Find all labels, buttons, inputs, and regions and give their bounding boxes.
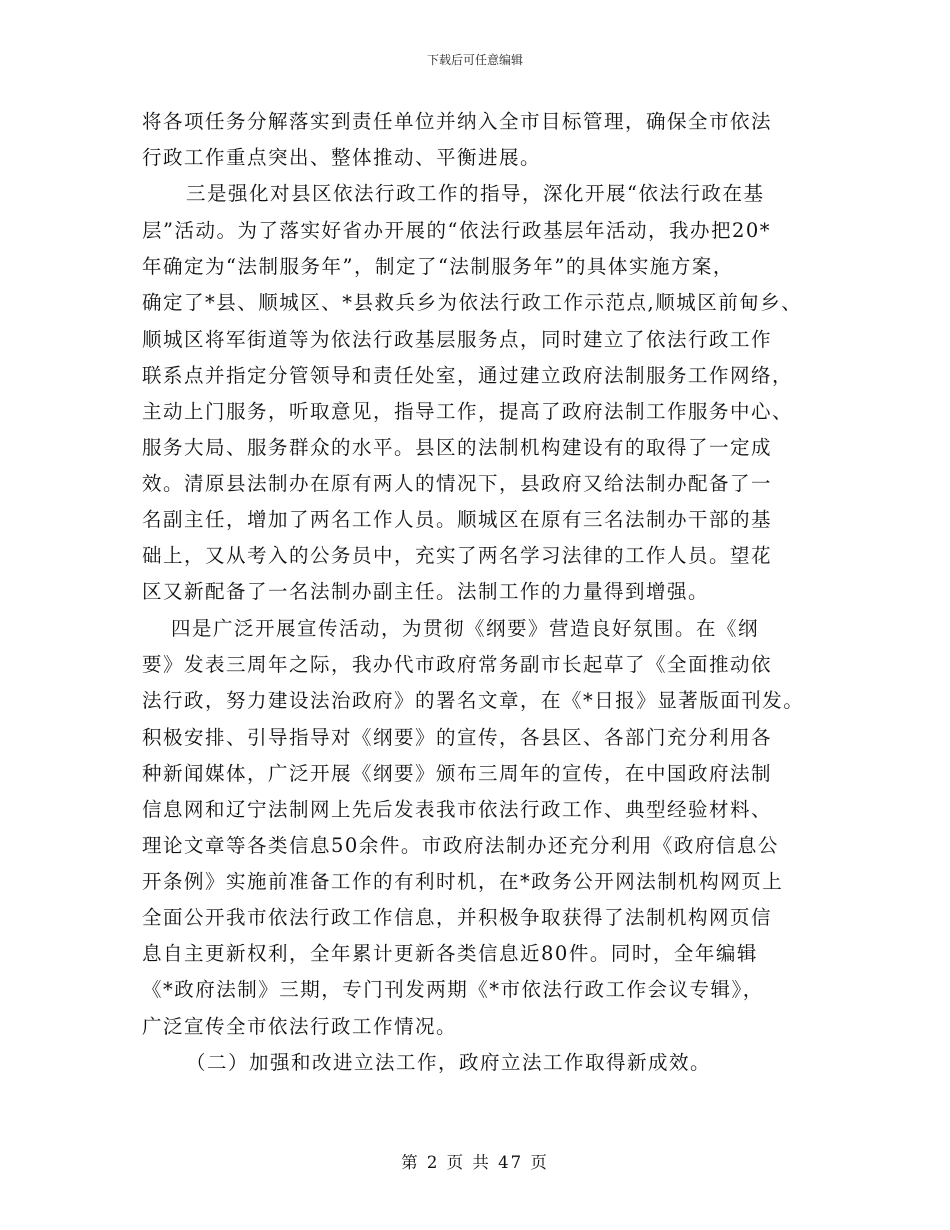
paragraph-start-line: 三是强化对县区依法行政工作的指导，深化开展“依法行政在基: [186, 182, 765, 205]
text-line: 《*政府法制》三期，专门刊发两期《*市依法行政工作会议专辑》，: [142, 978, 764, 1001]
text-line: 理论文章等各类信息50余件。市政府法制办还充分利用《政府信息公: [142, 834, 779, 857]
text-line: 顺城区将军街道等为依法行政基层服务点，同时建立了依法行政工作: [142, 328, 773, 351]
section-heading: （二）加强和改进立法工作，政府立法工作取得新成效。: [186, 1051, 712, 1074]
text-line: 信息网和辽宁法制网上先后发表我市依法行政工作、典型经验材料、: [142, 798, 773, 821]
text-line: 种新闻媒体，广泛开展《纲要》颁布三周年的宣传，在中国政府法制: [142, 762, 773, 785]
text-line: 础上，又从考入的公务员中，充实了两名学习法律的工作人员。望花: [142, 544, 773, 567]
text-line: 行政工作重点突出、整体推动、平衡进展。: [142, 146, 542, 169]
text-line: 区又新配备了一名法制办副主任。法制工作的力量得到增强。: [142, 580, 710, 603]
text-line: 全面公开我市依法行政工作信息，并积极争取获得了法制机构网页信: [142, 906, 773, 929]
text-line: 主动上门服务，听取意见，指导工作，提高了政府法制工作服务中心、: [142, 400, 794, 423]
text-line: 将各项任务分解落实到责任单位并纳入全市目标管理，确保全市依法: [142, 110, 773, 133]
text-line: 层”活动。为了落实好省办开展的“依法行政基层年活动，我办把20*: [142, 219, 772, 242]
page-number-footer: 第 2 页 共 47 页: [401, 1153, 549, 1172]
text-line: 联系点并指定分管领导和责任处室，通过建立政府法制服务工作网络，: [142, 364, 794, 387]
text-line: 息自主更新权利，全年累计更新各类信息近80件。同时，全年编辑: [142, 942, 758, 965]
text-line: 年确定为“法制服务年”，制定了“法制服务年”的具体实施方案，: [142, 255, 734, 278]
text-line: 要》发表三周年之际，我办代市政府常务副市长起草了《全面推动依: [142, 653, 773, 676]
text-line: 服务大局、服务群众的水平。县区的法制机构建设有的取得了一定成: [142, 436, 773, 459]
paragraph-start-line: 四是广泛开展宣传活动，为贯彻《纲要》营造良好氛围。在《纲: [171, 617, 760, 640]
text-line: 广泛宣传全市依法行政工作情况。: [142, 1015, 458, 1038]
text-line: 法行政，努力建设法治政府》的署名文章，在《*日报》显著版面刊发。: [142, 689, 805, 712]
text-line: 名副主任，增加了两名工作人员。顺城区在原有三名法制办干部的基: [142, 508, 773, 531]
text-line: 确定了*县、顺城区、*县救兵乡为依法行政工作示范点,顺城区前甸乡、: [142, 291, 803, 314]
page-header: 下载后可任意编辑: [426, 53, 523, 67]
text-line: 效。清原县法制办在原有两人的情况下，县政府又给法制办配备了一: [142, 472, 773, 495]
text-line: 积极安排、引导指导对《纲要》的宣传，各县区、各部门充分利用各: [142, 726, 773, 749]
text-line: 开条例》实施前准备工作的有利时机，在*政务公开网法制机构网页上: [142, 870, 784, 893]
